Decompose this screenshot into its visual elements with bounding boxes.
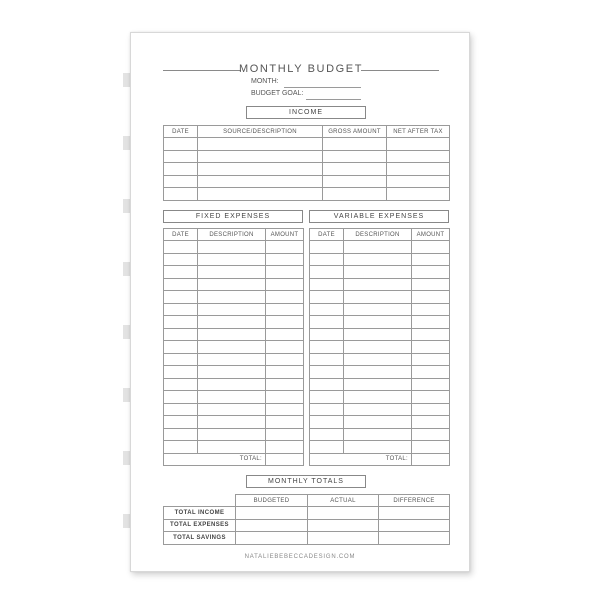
variable-expense-cell[interactable] bbox=[310, 428, 344, 441]
variable-expense-cell[interactable] bbox=[412, 341, 450, 354]
variable-expense-row bbox=[310, 441, 450, 454]
income-cell[interactable] bbox=[164, 163, 198, 176]
planner-page bbox=[130, 32, 470, 572]
variable-col-date: DATE bbox=[310, 229, 344, 241]
variable-expense-row bbox=[310, 291, 450, 304]
income-cell[interactable] bbox=[387, 138, 450, 151]
variable-total-cell[interactable] bbox=[412, 453, 450, 466]
total-savings-difference[interactable] bbox=[379, 532, 450, 545]
fixed-expense-cell[interactable] bbox=[164, 353, 198, 366]
variable-expenses-table bbox=[309, 228, 450, 466]
fixed-expense-cell[interactable] bbox=[164, 316, 198, 329]
income-cell[interactable] bbox=[387, 163, 450, 176]
variable-expense-cell[interactable] bbox=[344, 316, 412, 329]
total-expenses-actual[interactable] bbox=[308, 519, 379, 532]
fixed-expense-row bbox=[164, 403, 304, 416]
fixed-expense-row bbox=[164, 428, 304, 441]
variable-expense-cell[interactable] bbox=[344, 403, 412, 416]
fixed-expense-cell[interactable] bbox=[164, 378, 198, 391]
total-expenses-row bbox=[164, 519, 450, 532]
fixed-expense-cell[interactable] bbox=[164, 328, 198, 341]
fixed-expense-cell[interactable] bbox=[198, 278, 266, 291]
variable-expense-rows bbox=[310, 241, 450, 454]
variable-expense-cell[interactable] bbox=[344, 341, 412, 354]
variable-expense-cell[interactable] bbox=[310, 403, 344, 416]
variable-expenses-section-label: VARIABLE EXPENSES bbox=[309, 210, 449, 223]
income-col-net: NET AFTER TAX bbox=[387, 126, 450, 138]
fixed-expense-cell[interactable] bbox=[266, 378, 304, 391]
fixed-expenses-section-label: FIXED EXPENSES bbox=[163, 210, 303, 223]
fixed-expense-cell[interactable] bbox=[164, 278, 198, 291]
variable-expense-cell[interactable] bbox=[412, 328, 450, 341]
variable-expense-cell[interactable] bbox=[344, 328, 412, 341]
total-savings-budgeted[interactable] bbox=[236, 532, 308, 545]
variable-expense-row bbox=[310, 278, 450, 291]
fixed-expense-row bbox=[164, 278, 304, 291]
variable-expense-cell[interactable] bbox=[310, 316, 344, 329]
variable-expense-cell[interactable] bbox=[310, 303, 344, 316]
fixed-expense-cell[interactable] bbox=[266, 416, 304, 429]
variable-expense-cell[interactable] bbox=[310, 253, 344, 266]
total-savings-label: TOTAL SAVINGS bbox=[164, 532, 236, 545]
fixed-expenses-table bbox=[163, 228, 304, 466]
fixed-expense-cell[interactable] bbox=[266, 291, 304, 304]
fixed-expense-row bbox=[164, 341, 304, 354]
variable-expense-cell[interactable] bbox=[310, 441, 344, 454]
variable-expense-cell[interactable] bbox=[310, 378, 344, 391]
fixed-expense-cell[interactable] bbox=[266, 428, 304, 441]
variable-expense-cell[interactable] bbox=[344, 291, 412, 304]
variable-expense-cell[interactable] bbox=[310, 353, 344, 366]
variable-expense-cell[interactable] bbox=[412, 366, 450, 379]
fixed-expense-cell[interactable] bbox=[198, 441, 266, 454]
variable-expense-cell[interactable] bbox=[344, 353, 412, 366]
income-section-label: INCOME bbox=[246, 106, 366, 119]
variable-expense-cell[interactable] bbox=[310, 278, 344, 291]
fixed-expense-cell[interactable] bbox=[266, 366, 304, 379]
variable-expense-cell[interactable] bbox=[412, 403, 450, 416]
fixed-expense-cell[interactable] bbox=[164, 403, 198, 416]
variable-total-label: TOTAL: bbox=[310, 453, 412, 466]
variable-col-amount: AMOUNT bbox=[412, 229, 450, 241]
income-cell[interactable] bbox=[198, 150, 323, 163]
variable-expense-row bbox=[310, 253, 450, 266]
variable-expense-row bbox=[310, 416, 450, 429]
variable-expense-cell[interactable] bbox=[412, 353, 450, 366]
variable-expense-cell[interactable] bbox=[412, 291, 450, 304]
variable-expense-cell[interactable] bbox=[310, 328, 344, 341]
variable-expense-cell[interactable] bbox=[344, 366, 412, 379]
total-expenses-budgeted[interactable] bbox=[236, 519, 308, 532]
fixed-expense-row bbox=[164, 441, 304, 454]
fixed-expense-cell[interactable] bbox=[266, 316, 304, 329]
income-cell[interactable] bbox=[323, 150, 387, 163]
fixed-expense-row bbox=[164, 416, 304, 429]
fixed-expense-row bbox=[164, 316, 304, 329]
variable-expense-cell[interactable] bbox=[344, 391, 412, 404]
totals-col-budgeted: BUDGETED bbox=[236, 495, 308, 507]
variable-expense-cell[interactable] bbox=[412, 416, 450, 429]
totals-col-actual: ACTUAL bbox=[308, 495, 379, 507]
variable-expense-row bbox=[310, 403, 450, 416]
fixed-expense-row bbox=[164, 328, 304, 341]
fixed-col-date: DATE bbox=[164, 229, 198, 241]
variable-expense-cell[interactable] bbox=[412, 303, 450, 316]
total-income-actual[interactable] bbox=[308, 507, 379, 520]
fixed-expense-cell[interactable] bbox=[266, 303, 304, 316]
income-cell[interactable] bbox=[323, 163, 387, 176]
total-income-difference[interactable] bbox=[379, 507, 450, 520]
fixed-expense-cell[interactable] bbox=[164, 241, 198, 254]
variable-expense-row bbox=[310, 366, 450, 379]
budget-goal-underline bbox=[306, 99, 361, 100]
variable-expense-cell[interactable] bbox=[344, 416, 412, 429]
income-cell[interactable] bbox=[323, 175, 387, 188]
income-col-gross: GROSS AMOUNT bbox=[323, 126, 387, 138]
fixed-expense-cell[interactable] bbox=[198, 316, 266, 329]
fixed-expense-cell[interactable] bbox=[198, 303, 266, 316]
total-income-row bbox=[164, 507, 450, 520]
fixed-expense-cell[interactable] bbox=[164, 366, 198, 379]
variable-expense-cell[interactable] bbox=[344, 303, 412, 316]
variable-expense-row bbox=[310, 241, 450, 254]
variable-expense-cell[interactable] bbox=[310, 241, 344, 254]
budget-goal-label: BUDGET GOAL: bbox=[251, 90, 304, 97]
income-cell[interactable] bbox=[164, 138, 198, 151]
variable-expense-cell[interactable] bbox=[344, 266, 412, 279]
income-cell[interactable] bbox=[164, 175, 198, 188]
variable-expense-row bbox=[310, 428, 450, 441]
total-savings-row bbox=[164, 532, 450, 545]
fixed-expense-row bbox=[164, 266, 304, 279]
variable-expense-row bbox=[310, 303, 450, 316]
variable-expense-row bbox=[310, 316, 450, 329]
variable-expense-row bbox=[310, 341, 450, 354]
fixed-expense-cell[interactable] bbox=[198, 241, 266, 254]
fixed-expense-row bbox=[164, 353, 304, 366]
variable-expense-row bbox=[310, 353, 450, 366]
income-col-date: DATE bbox=[164, 126, 198, 138]
fixed-expense-cell[interactable] bbox=[198, 328, 266, 341]
fixed-expense-cell[interactable] bbox=[266, 391, 304, 404]
income-table bbox=[163, 125, 450, 201]
fixed-expense-row bbox=[164, 378, 304, 391]
income-row bbox=[164, 138, 450, 151]
variable-expense-cell[interactable] bbox=[412, 241, 450, 254]
income-col-source: SOURCE/DESCRIPTION bbox=[198, 126, 323, 138]
income-cell[interactable] bbox=[198, 138, 323, 151]
total-expenses-difference[interactable] bbox=[379, 519, 450, 532]
variable-expense-cell[interactable] bbox=[412, 378, 450, 391]
income-cell[interactable] bbox=[164, 150, 198, 163]
variable-expense-cell[interactable] bbox=[412, 253, 450, 266]
fixed-expense-row bbox=[164, 241, 304, 254]
variable-expense-cell[interactable] bbox=[412, 266, 450, 279]
fixed-expense-cell[interactable] bbox=[164, 428, 198, 441]
variable-expense-row bbox=[310, 328, 450, 341]
variable-expense-cell[interactable] bbox=[344, 253, 412, 266]
variable-expense-row bbox=[310, 266, 450, 279]
total-expenses-label: TOTAL EXPENSES bbox=[164, 519, 236, 532]
fixed-expense-cell[interactable] bbox=[164, 416, 198, 429]
income-cell[interactable] bbox=[164, 188, 198, 201]
income-cell[interactable] bbox=[387, 175, 450, 188]
variable-expense-cell[interactable] bbox=[412, 391, 450, 404]
fixed-expense-cell[interactable] bbox=[198, 391, 266, 404]
budget-goal-field[interactable] bbox=[251, 90, 361, 100]
variable-expense-cell[interactable] bbox=[310, 291, 344, 304]
income-cell[interactable] bbox=[323, 188, 387, 201]
fixed-expense-row bbox=[164, 303, 304, 316]
fixed-expense-row bbox=[164, 366, 304, 379]
fixed-total-row bbox=[164, 453, 304, 466]
fixed-expense-cell[interactable] bbox=[198, 378, 266, 391]
fixed-expense-rows bbox=[164, 241, 304, 454]
variable-expense-cell[interactable] bbox=[310, 391, 344, 404]
variable-expense-row bbox=[310, 391, 450, 404]
fixed-expense-cell[interactable] bbox=[164, 391, 198, 404]
income-rows bbox=[164, 138, 450, 201]
fixed-col-amount: AMOUNT bbox=[266, 229, 304, 241]
fixed-expense-cell[interactable] bbox=[198, 266, 266, 279]
income-cell[interactable] bbox=[387, 188, 450, 201]
page-title: MONTHLY BUDGET bbox=[238, 63, 364, 75]
variable-expense-cell[interactable] bbox=[310, 341, 344, 354]
variable-expense-cell[interactable] bbox=[412, 316, 450, 329]
fixed-expense-row bbox=[164, 291, 304, 304]
income-row bbox=[164, 150, 450, 163]
variable-total-row bbox=[310, 453, 450, 466]
fixed-expense-cell[interactable] bbox=[266, 353, 304, 366]
title-rule-right bbox=[361, 70, 439, 71]
monthly-totals-table bbox=[163, 494, 450, 545]
fixed-expense-cell[interactable] bbox=[198, 353, 266, 366]
fixed-expense-cell[interactable] bbox=[266, 241, 304, 254]
variable-expense-cell[interactable] bbox=[344, 428, 412, 441]
footer-website: NATALIEBEBECCADESIGN.COM bbox=[244, 554, 356, 560]
variable-expense-cell[interactable] bbox=[310, 416, 344, 429]
title-row bbox=[163, 63, 439, 77]
fixed-expense-cell[interactable] bbox=[164, 341, 198, 354]
income-cell[interactable] bbox=[198, 175, 323, 188]
fixed-expense-cell[interactable] bbox=[198, 416, 266, 429]
fixed-expense-row bbox=[164, 253, 304, 266]
fixed-expense-cell[interactable] bbox=[164, 441, 198, 454]
monthly-totals-corner bbox=[164, 495, 236, 507]
total-income-label: TOTAL INCOME bbox=[164, 507, 236, 520]
income-row bbox=[164, 188, 450, 201]
variable-expense-row bbox=[310, 378, 450, 391]
month-field[interactable] bbox=[251, 78, 361, 88]
fixed-expense-cell[interactable] bbox=[266, 266, 304, 279]
income-cell[interactable] bbox=[387, 150, 450, 163]
variable-expense-cell[interactable] bbox=[344, 241, 412, 254]
variable-expense-cell[interactable] bbox=[344, 378, 412, 391]
fixed-expense-cell[interactable] bbox=[266, 253, 304, 266]
variable-expense-cell[interactable] bbox=[412, 278, 450, 291]
totals-col-difference: DIFFERENCE bbox=[379, 495, 450, 507]
fixed-expense-cell[interactable] bbox=[164, 291, 198, 304]
fixed-expense-cell[interactable] bbox=[266, 441, 304, 454]
income-row bbox=[164, 175, 450, 188]
variable-expense-cell[interactable] bbox=[310, 266, 344, 279]
month-underline bbox=[284, 87, 361, 88]
fixed-expense-cell[interactable] bbox=[266, 341, 304, 354]
fixed-expense-cell[interactable] bbox=[164, 266, 198, 279]
income-cell[interactable] bbox=[323, 138, 387, 151]
total-savings-actual[interactable] bbox=[308, 532, 379, 545]
fixed-expense-cell[interactable] bbox=[266, 328, 304, 341]
fixed-expense-cell[interactable] bbox=[198, 428, 266, 441]
fixed-expense-cell[interactable] bbox=[164, 253, 198, 266]
monthly-totals-section-label: MONTHLY TOTALS bbox=[246, 475, 366, 488]
income-cell[interactable] bbox=[198, 188, 323, 201]
month-label: MONTH: bbox=[251, 78, 279, 85]
variable-expense-cell[interactable] bbox=[310, 366, 344, 379]
fixed-expense-cell[interactable] bbox=[266, 278, 304, 291]
fixed-expense-cell[interactable] bbox=[164, 303, 198, 316]
variable-expense-cell[interactable] bbox=[412, 441, 450, 454]
fixed-expense-cell[interactable] bbox=[198, 291, 266, 304]
fixed-col-description: DESCRIPTION bbox=[198, 229, 266, 241]
fixed-expense-row bbox=[164, 391, 304, 404]
total-income-budgeted[interactable] bbox=[236, 507, 308, 520]
variable-expense-cell[interactable] bbox=[344, 441, 412, 454]
fixed-expense-cell[interactable] bbox=[266, 403, 304, 416]
fixed-total-cell[interactable] bbox=[266, 453, 304, 466]
variable-expense-cell[interactable] bbox=[412, 428, 450, 441]
variable-col-description: DESCRIPTION bbox=[344, 229, 412, 241]
variable-expense-cell[interactable] bbox=[344, 278, 412, 291]
fixed-expense-cell[interactable] bbox=[198, 253, 266, 266]
income-row bbox=[164, 163, 450, 176]
fixed-total-label: TOTAL: bbox=[164, 453, 266, 466]
fixed-expense-cell[interactable] bbox=[198, 366, 266, 379]
income-cell[interactable] bbox=[198, 163, 323, 176]
fixed-expense-cell[interactable] bbox=[198, 403, 266, 416]
fixed-expense-cell[interactable] bbox=[198, 341, 266, 354]
